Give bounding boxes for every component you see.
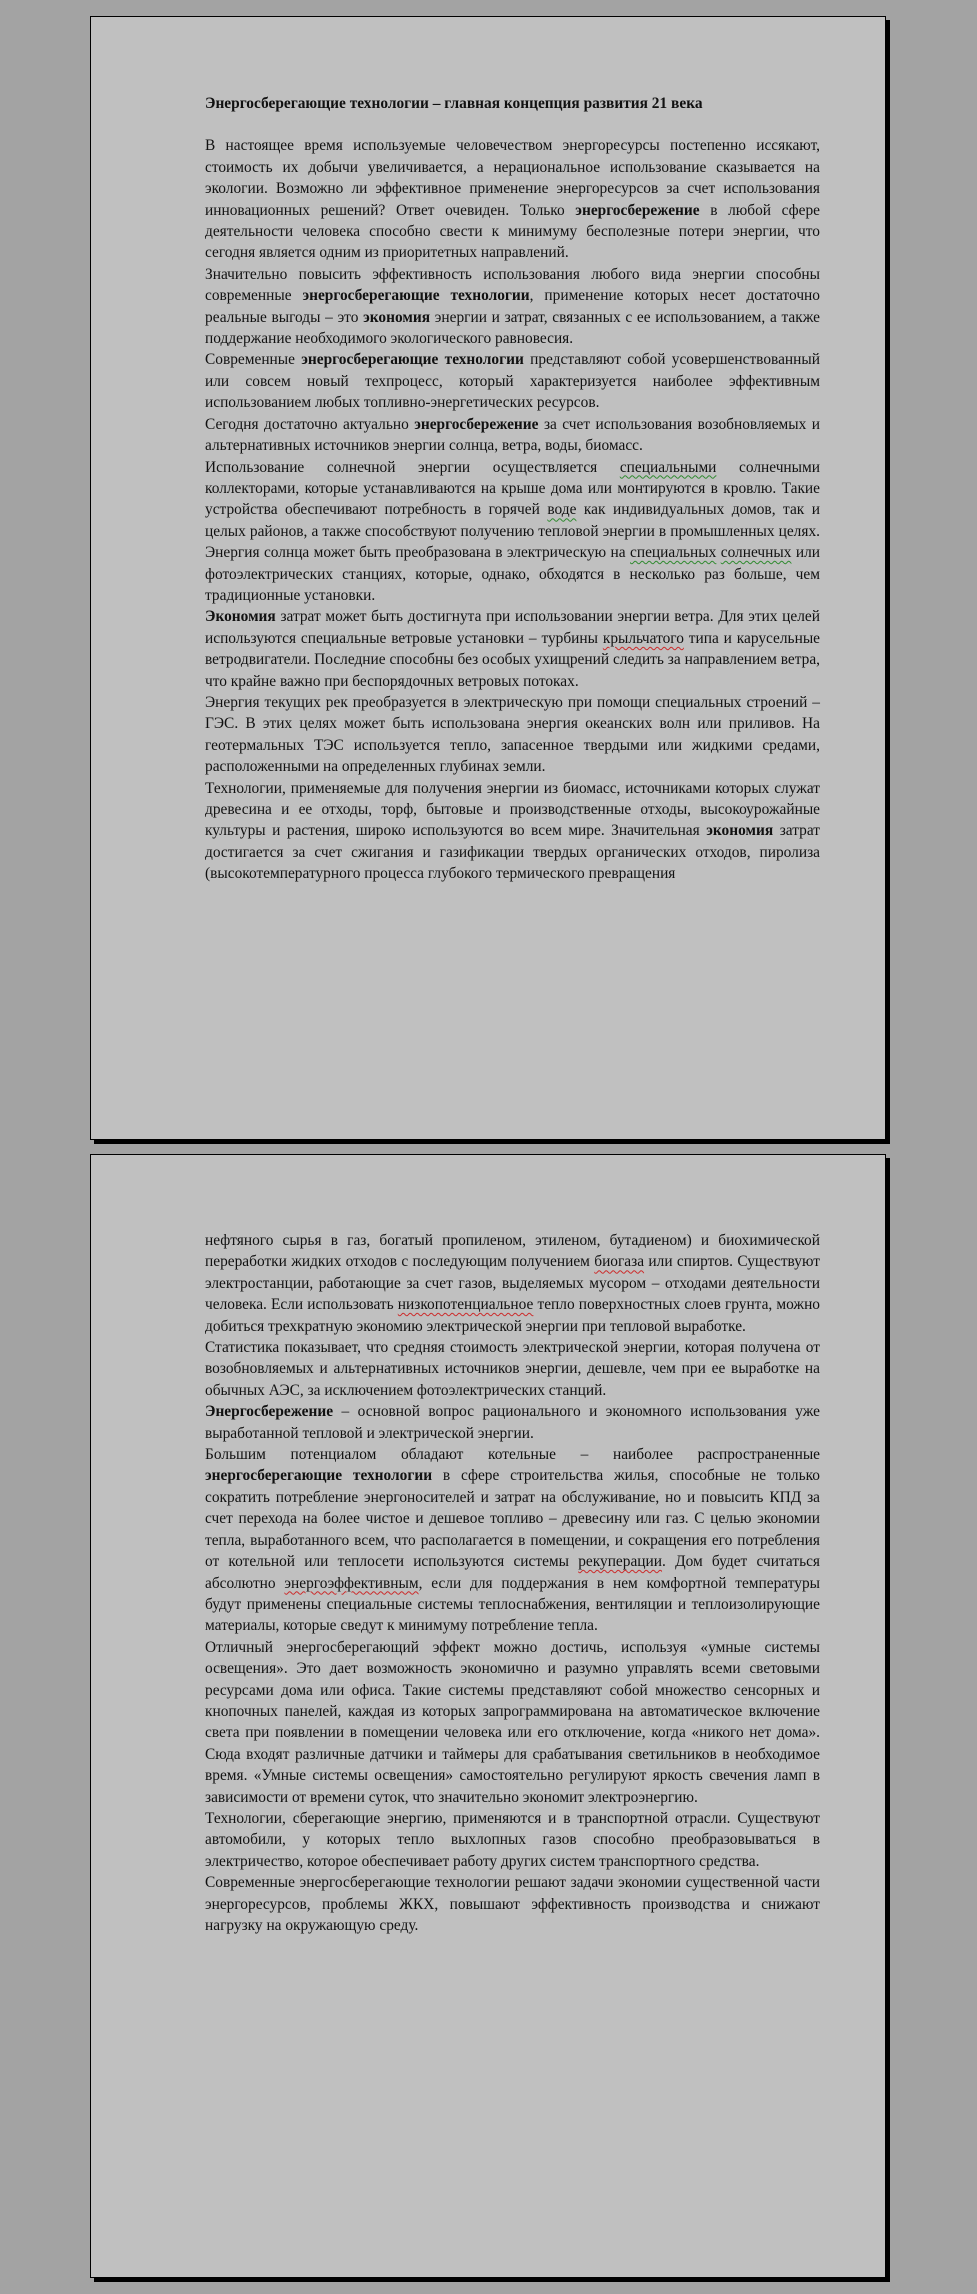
paragraph xyxy=(205,457,820,607)
text-run: в любой сфере деятельности человека способно свести к минимуму бесполезные потери энергии, что сегодня является одним из приоритетных направлений. xyxy=(205,201,820,262)
text-run: Энергия текущих рек преобразуется в электрическую при помощи специальных строений – ГЭС. В этих целях может быть использована энергия океанских волн или приливов. На геотермальных ТЭС используется тепло, запасенное твердыми или жидкими средами, расположенными на определенных глубинах земли. xyxy=(205,693,820,776)
emphasis-text: экономия xyxy=(363,308,431,326)
emphasis-text: энергосберегающие технологии xyxy=(301,351,524,369)
text-run: в сфере строительства жилья, способные не только сократить потребление энергоносителей и затрат на обслуживание, но и повысить КПД за счет перехода на более чистое и дешевое топливо – древесину или газ. С целью экономии тепла, выработанного всем, что располагается в помещении, и сокращения его потребления от котельной или теплосети используются системы xyxy=(205,1467,820,1571)
emphasis-text: энергосбережение xyxy=(575,201,700,219)
text-run: Современные энергосберегающие технологии решают задачи экономии существенной части энергоресурсов, проблемы ЖКХ, повышают эффективность производства и снижают нагрузку на окружающую среду. xyxy=(205,1874,820,1934)
spelling-marked-word: энергоэффективным xyxy=(284,1574,419,1592)
text-run: или спиртов. Существуют электростанции, работающие за счет газов, выделяемых мусором – отходами деятельности человека. Если использовать xyxy=(205,1253,821,1314)
paragraph xyxy=(205,778,820,885)
paragraph xyxy=(205,1872,820,1936)
text-run: за счет использования возобновляемых и альтернативных источников энергии солнца, ветра, воды, биомасс. xyxy=(205,415,820,455)
spelling-marked-word: низкопотенциальное xyxy=(397,1296,534,1314)
text-run: представляют собой усовершенствованный или совсем новый техпроцесс, который характеризуется наиболее эффективным использованием любых топливно-энергетических ресурсов. xyxy=(205,351,820,412)
emphasis-text: энергосберегающие технологии xyxy=(205,1467,433,1485)
text-run: . Дом будет считаться абсолютно xyxy=(205,1553,820,1592)
paragraph xyxy=(205,1337,820,1401)
spelling-marked-word: биогаза xyxy=(594,1253,645,1271)
document-title: Энергосберегающие технологии – главная концепция развития 21 века xyxy=(205,95,703,112)
text-run: Статистика показывает, что средняя стоимость электрической энергии, которая получена от возобновляемых и альтернативных источников энергии, дешевле, чем при ее выработке на обычных АЭС, за исключением фотоэлектрических станций. xyxy=(205,1339,820,1399)
text-run: или фотоэлектрических станциях, которые, однако, обходятся в несколько раз больше, чем традиционные установки. xyxy=(205,544,820,604)
emphasis-text: экономия xyxy=(706,822,774,840)
paragraph xyxy=(205,1637,820,1808)
text-run: затрат достигается за счет сжигания и газификации твердых органических отходов, пиролиза (высокотемпературного процесса глубокого термического превращения xyxy=(205,822,820,883)
grammar-marked-word: специальными xyxy=(619,458,717,476)
text-run: нефтяного сырья в газ, богатый пропиленом, этиленом, бутадиеном) и биохимической переработки жидких отходов с последующим получением xyxy=(205,1232,820,1271)
text-run: Значительно повысить эффективность использования любого вида энергии способны современные xyxy=(205,265,820,305)
grammar-marked-word: воде xyxy=(547,501,577,519)
document-page-1 xyxy=(90,16,886,1140)
paragraph xyxy=(205,1808,820,1872)
emphasis-text: Энергосбережение xyxy=(205,1403,334,1421)
paragraph xyxy=(205,1230,820,1337)
text-run: солнечными коллекторами, которые устанавливаются на крыше дома или монтируются в кровлю. Такие устройства обеспечивают потребность в горячей xyxy=(205,458,820,519)
text-run: , если для поддержания в нем комфортной температуры будут применены специальные системы теплоснабжения, вентиляции и теплоизолирующие материалы, которые сведут к минимуму потребление тепла. xyxy=(205,1574,820,1635)
paragraph xyxy=(205,264,820,350)
emphasis-text: Экономия xyxy=(205,608,276,626)
text-run: Технологии, применяемые для получения энергии из биомасс, источниками которых служат древесина и ее отходы, торф, бытовые и производственные отходы, высокоурожайные культуры и растения, широко используются во всем мире. Значительная xyxy=(205,779,820,840)
paragraph xyxy=(205,349,820,413)
text-run: Отличный энергосберегающий эффект можно достичь, используя «умные системы освещения». Это дает возможность экономично и разумно управлять всеми световыми ресурсами дома или офиса. Такие системы представляют собой множество сенсорных и кнопочных панелей, каждая из которых запрограммирована на автоматическое включение света при появлении в помещении человека или его отключение, когда «никого нет дома». Сюда входят различные датчики и таймеры для срабатывания светильников в необходимое время. «Умные системы освещения» самостоятельно регулируют яркость свечения ламп в зависимости от времени суток, что значительно экономит электроэнергию. xyxy=(205,1638,820,1806)
text-run: Использование солнечной энергии осуществляется xyxy=(205,458,620,476)
text-run: энергии и затрат, связанных с ее использованием, а также поддержание необходимого экологического равновесия. xyxy=(205,308,820,348)
grammar-marked-word: солнечных xyxy=(720,544,792,562)
paragraph xyxy=(205,135,820,263)
text-run: В настоящее время используемые человечеством энергоресурсы постепенно иссякают, стоимость их добычи увеличивается, а нерациональное использование сказывается на экологии. Возможно ли эффективное применение энергоресурсов за счет использования инновационных решений? Ответ очевиден. Только xyxy=(205,137,820,219)
page-text xyxy=(205,93,820,885)
text-run: затрат может быть достигнута при использовании энергии ветра. Для этих целей используются специальные ветровые установки – турбины xyxy=(205,608,820,647)
spelling-marked-word: крыльчатого xyxy=(602,629,684,647)
text-run: Большим потенциалом обладают котельные – наиболее распространенные xyxy=(205,1446,820,1464)
spelling-marked-word: рекуперации xyxy=(578,1553,663,1571)
grammar-marked-word: специальных xyxy=(630,544,717,562)
page-text xyxy=(205,1230,820,1936)
paragraph xyxy=(205,414,820,457)
text-run: Современные xyxy=(205,351,302,369)
emphasis-text: энергосбережение xyxy=(414,415,539,433)
text-run: тепло поверхностных слоев грунта, можно добиться трехкратную экономию электрической энергии при тепловой выработке. xyxy=(205,1296,820,1335)
document-page-2 xyxy=(90,1154,886,2278)
paragraph xyxy=(205,606,820,692)
text-run: Технологии, сберегающие энергию, применяются и в транспортной отрасли. Существуют автомобили, у которых тепло выхлопных газов способно преобразовываться в электричество, которое обеспечивает работу других систем транспортного средства. xyxy=(205,1809,820,1870)
text-run: Сегодня достаточно актуально xyxy=(205,415,415,433)
text-run: как индивидуальных домов, так и целых районов, а также способствуют получению тепловой энергии в промышленных целях. Энергия солнца может быть преобразована в электрическую на xyxy=(205,501,820,562)
emphasis-text: энергосберегающие технологии xyxy=(302,287,530,305)
text-run: типа и карусельные ветродвигатели. Последние способны без особых ухищрений следить за направлением ветра, что крайне важно при беспорядочных ветровых потоках. xyxy=(205,629,820,690)
paragraph xyxy=(205,1401,820,1444)
paragraph xyxy=(205,1444,820,1637)
text-run: – основной вопрос рационального и экономного использования уже выработанной тепловой и электрической энергии. xyxy=(205,1403,820,1442)
paragraph xyxy=(205,692,820,778)
text-run: , применение которых несет достаточно реальные выгоды – это xyxy=(205,287,820,326)
